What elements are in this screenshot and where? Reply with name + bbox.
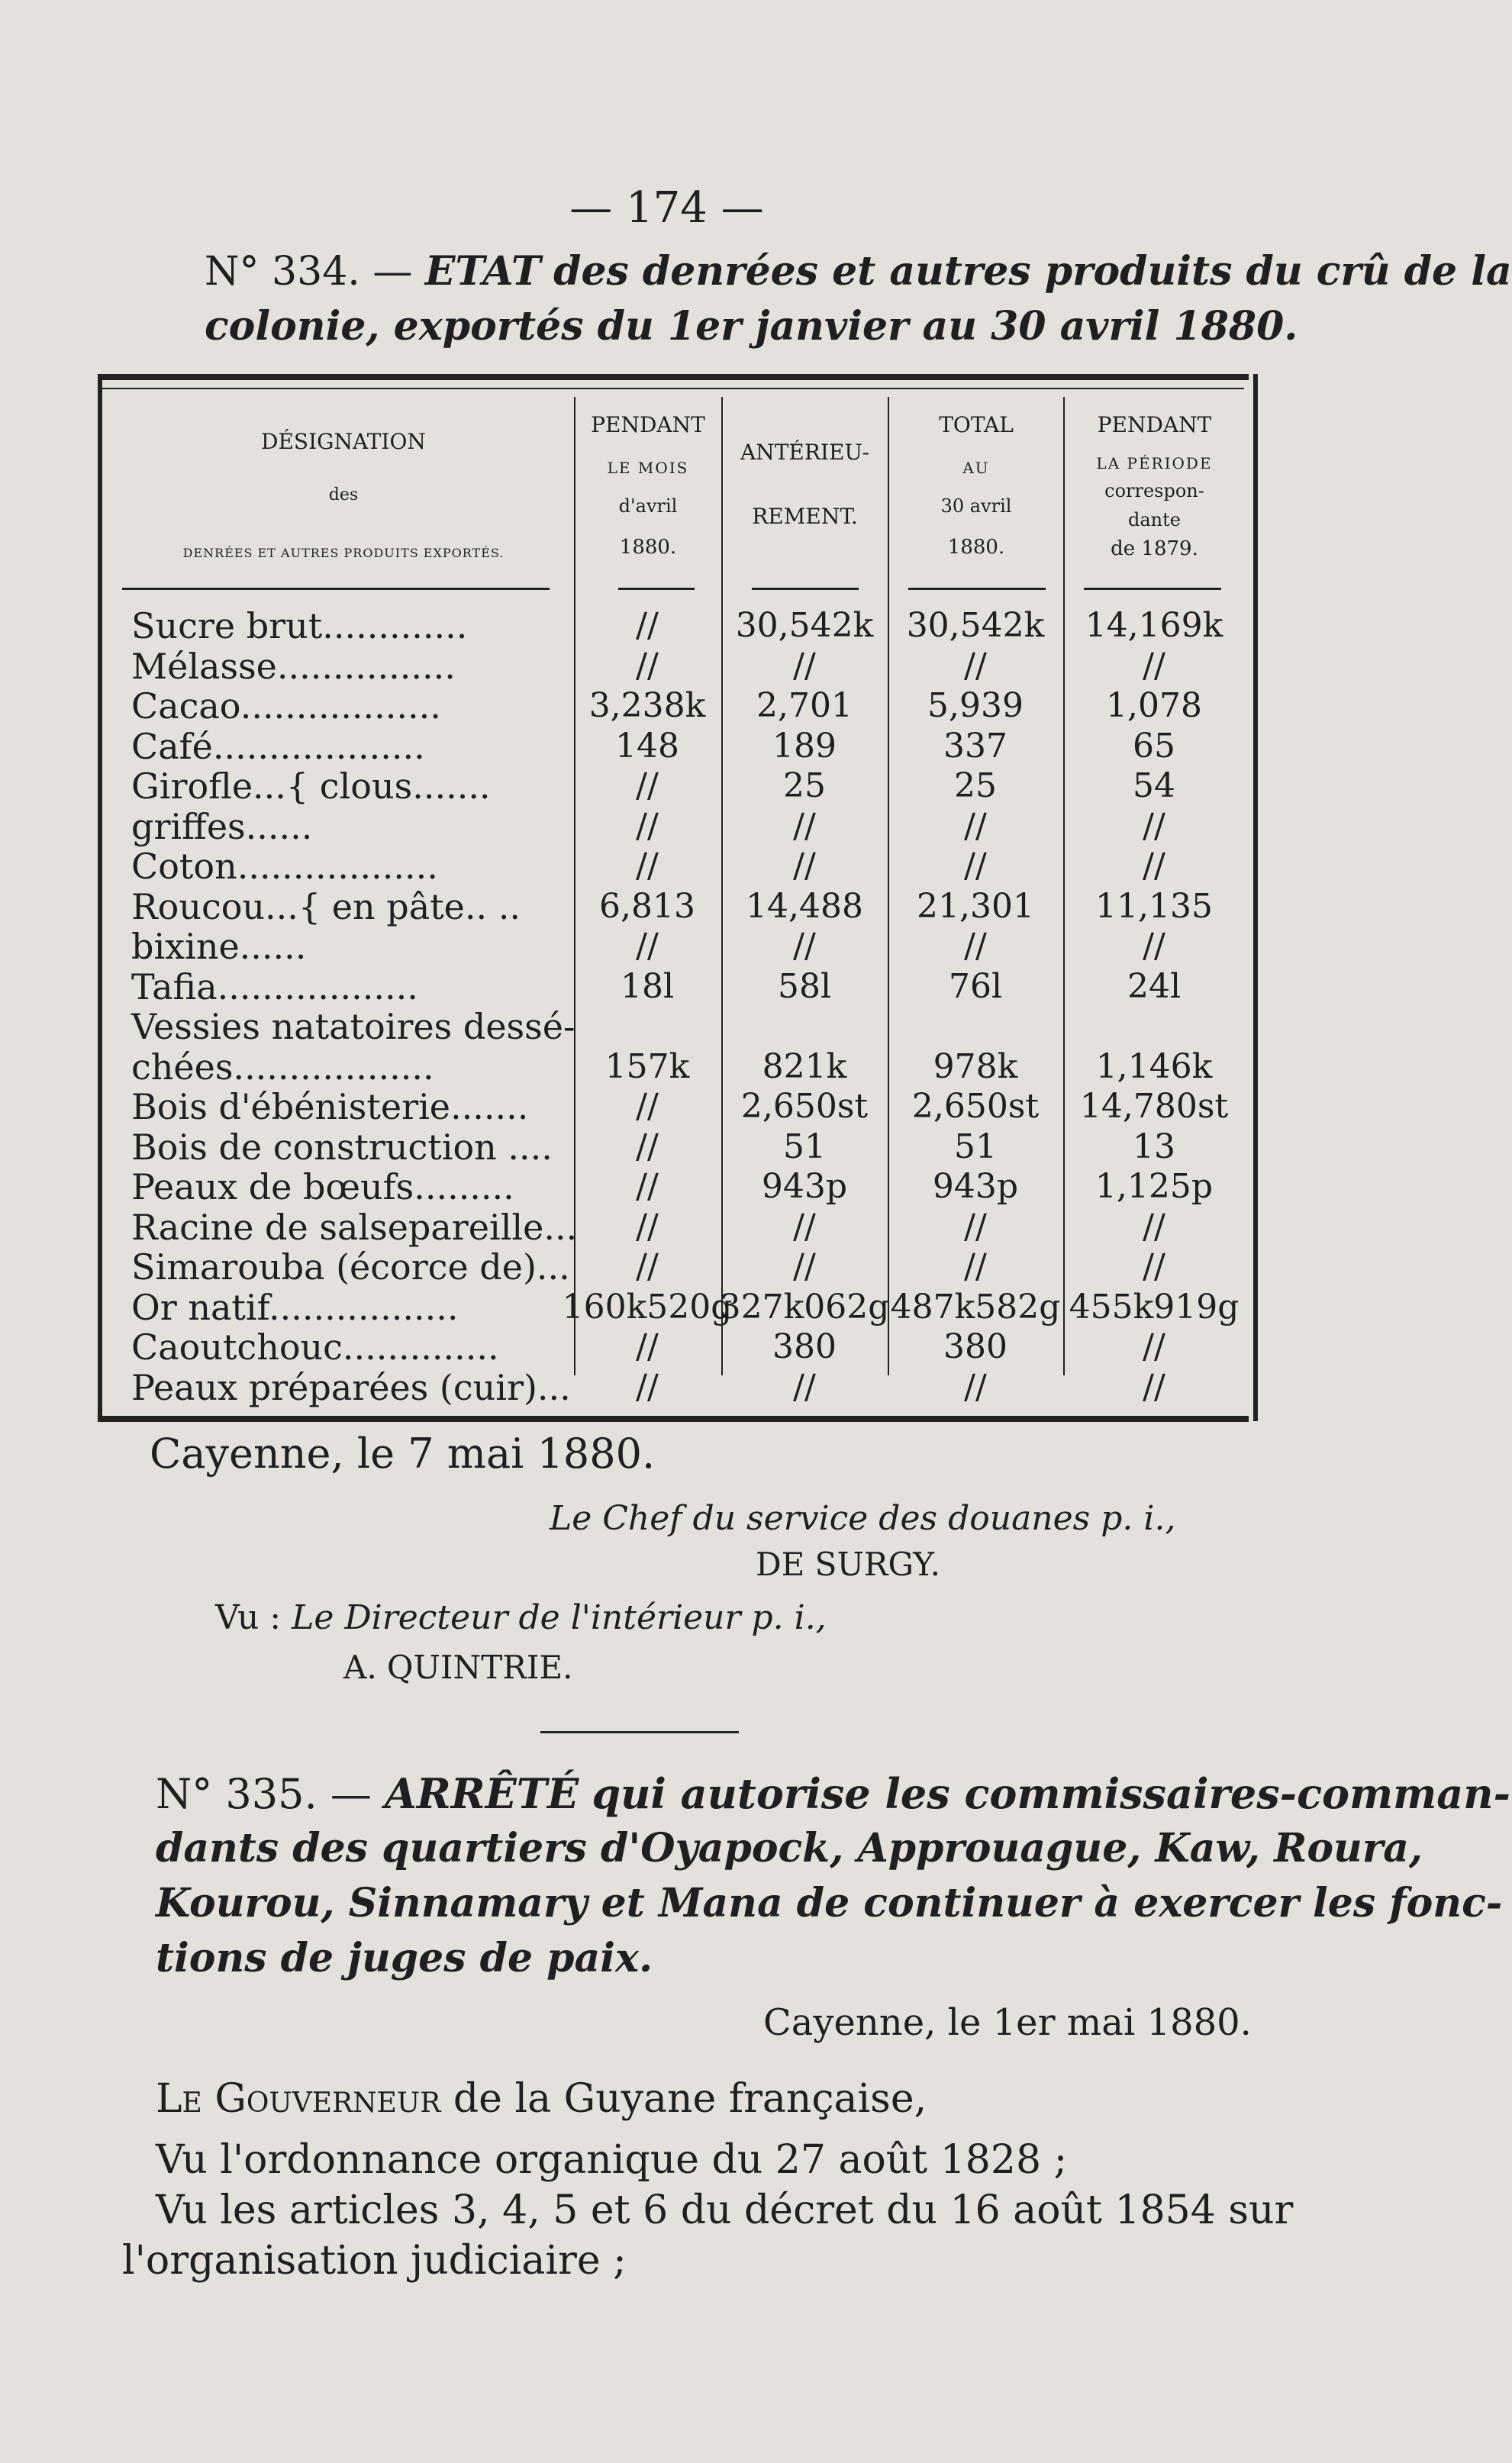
cell-value: // xyxy=(1143,646,1165,685)
cell-value: 65 xyxy=(1133,726,1175,766)
cell-value: // xyxy=(964,646,987,685)
cell-value: // xyxy=(1143,1367,1165,1407)
document-title-line2: colonie, exportés du 1er janvier au 30 avril 1880. xyxy=(205,303,1298,350)
cell-value: 160k520g xyxy=(562,1287,733,1327)
header-col4-line4: dante xyxy=(1128,509,1181,530)
row-label: Peaux de bœufs......... xyxy=(131,1166,514,1207)
row-label: Roucou...{ en pâte.. .. xyxy=(131,885,521,927)
table-top-thin-rule xyxy=(102,388,1244,389)
cell-value: // xyxy=(1143,1327,1165,1366)
cell-value: 943p xyxy=(761,1167,848,1206)
cell-value: 821k xyxy=(762,1046,847,1086)
decree-line1: N° 335. — ARRÊTÉ qui autorise les commissaires-comman- xyxy=(156,1769,1510,1818)
cell-value: 13 xyxy=(1133,1127,1175,1166)
chief-title: Le Chef du service des douanes p. i., xyxy=(550,1499,1176,1538)
row-label: Bois d'ébénisterie....... xyxy=(131,1086,529,1127)
col-divider-2 xyxy=(721,397,723,1375)
cell-value: 380 xyxy=(943,1327,1007,1366)
director-name: A. QUINTRIE. xyxy=(343,1649,573,1686)
cell-value: 337 xyxy=(943,726,1007,766)
header-designation: DÉSIGNATION xyxy=(261,429,426,454)
cell-value: 2,650st xyxy=(911,1087,1040,1126)
decree-number: N° 335. xyxy=(156,1770,318,1818)
header-col1-line3: d'avril xyxy=(618,495,678,517)
header-col4-line5: de 1879. xyxy=(1111,537,1198,560)
document-title-label: ETAT xyxy=(424,248,541,295)
header-col1-line2: LE MOIS xyxy=(607,459,689,477)
cell-value: // xyxy=(636,1127,659,1166)
governor-rest: de la Guyane française, xyxy=(453,2076,927,2122)
header-col4-line2: LA PÉRIODE xyxy=(1096,454,1213,472)
cell-value: 11,135 xyxy=(1095,886,1213,926)
header-designation-sub: DENRÉES ET AUTRES PRODUITS EXPORTÉS. xyxy=(182,546,505,560)
cell-value: // xyxy=(636,846,659,885)
row-label: Girofle...{ clous....... xyxy=(131,766,491,807)
cell-value: 148 xyxy=(615,726,679,766)
cell-value: // xyxy=(964,927,987,966)
row-label: bixine...... xyxy=(131,926,307,967)
cell-value: 1,078 xyxy=(1106,686,1202,725)
cell-value: 30,542k xyxy=(906,606,1045,645)
cell-value: // xyxy=(1143,806,1165,846)
header-col4-line1: PENDANT xyxy=(1097,412,1212,437)
cell-value: // xyxy=(964,846,987,885)
cell-value: // xyxy=(793,927,816,966)
header-col3-line2: AU xyxy=(962,459,990,477)
cell-value: 978k xyxy=(933,1046,1018,1086)
row-label: Café................... xyxy=(131,725,425,767)
decree-line2: dants des quartiers d'Oyapock, Approuague, Kaw, Roura, xyxy=(156,1825,1423,1871)
cell-value: 25 xyxy=(783,766,826,805)
cell-value: 487k582g xyxy=(890,1287,1061,1327)
decree-line1-rest: qui autorise les commissaires-comman- xyxy=(592,1769,1510,1818)
cell-value: 943p xyxy=(932,1167,1019,1206)
cell-value: // xyxy=(1143,1207,1165,1246)
cell-value: 24l xyxy=(1127,966,1182,1006)
row-label: Racine de salsepareille... xyxy=(131,1206,578,1248)
cell-value: 455k919g xyxy=(1069,1287,1240,1327)
cell-value: 157k xyxy=(604,1046,690,1086)
cell-value: // xyxy=(793,806,816,846)
chief-name: DE SURGY. xyxy=(756,1546,940,1583)
cell-value: 18l xyxy=(620,966,675,1006)
cell-value: // xyxy=(793,1207,816,1246)
cell-value: 3,238k xyxy=(588,686,706,725)
place-date: Cayenne, le 7 mai 1880. xyxy=(150,1430,656,1478)
row-label: Mélasse................ xyxy=(131,645,456,687)
header-col1-line4: 1880. xyxy=(619,536,677,559)
cell-value: // xyxy=(636,1367,659,1407)
cell-value: // xyxy=(1143,846,1165,885)
cell-value: 5,939 xyxy=(927,686,1024,725)
table-bottom-rule xyxy=(98,1416,1249,1422)
vu-label: Vu : xyxy=(215,1598,282,1637)
row-label: Bois de construction .... xyxy=(131,1126,553,1168)
header-rule-4 xyxy=(908,588,1046,590)
cell-value: // xyxy=(964,1367,987,1407)
cell-value: 1,125p xyxy=(1095,1167,1214,1206)
cell-value: 2,650st xyxy=(740,1087,869,1126)
row-label: Peaux préparées (cuir)... xyxy=(131,1366,571,1408)
header-col3-line4: 1880. xyxy=(947,536,1005,559)
page-number: — 174 — xyxy=(569,183,764,233)
header-col1-line1: PENDANT xyxy=(591,412,705,437)
row-label: Sucre brut............. xyxy=(131,605,468,646)
cell-value: 14,780st xyxy=(1079,1087,1229,1126)
cell-value: // xyxy=(1143,1247,1165,1286)
cell-value: 30,542k xyxy=(735,606,874,645)
row-label: chées.................. xyxy=(131,1046,434,1088)
cell-value: // xyxy=(636,1327,659,1366)
vu-text: Le Directeur de l'intérieur p. i., xyxy=(292,1598,827,1637)
cell-value: 14,169k xyxy=(1085,606,1223,645)
row-label: Caoutchouc.............. xyxy=(131,1327,499,1368)
document-title-rest: des denrées et autres produits du crû de la xyxy=(553,248,1512,295)
decree-title-label: ARRÊTÉ xyxy=(385,1769,579,1818)
header-col3-line3: 30 avril xyxy=(940,495,1012,517)
cell-value: // xyxy=(636,806,659,846)
cell-value: 1,146k xyxy=(1095,1046,1213,1086)
cell-value: // xyxy=(964,1207,987,1246)
cell-value: // xyxy=(636,606,659,645)
vu-block xyxy=(215,1595,827,1641)
header-rule-5 xyxy=(1084,588,1221,590)
cell-value: // xyxy=(793,1247,816,1286)
decree-line3: Kourou, Sinnamary et Mana de continuer à exercer les fonc- xyxy=(156,1880,1503,1926)
cell-value: // xyxy=(793,846,816,885)
cell-value: 51 xyxy=(783,1127,826,1166)
vu-ordonnance: Vu l'ordonnance organique du 27 août 1828 ; xyxy=(156,2137,1068,2183)
cell-value: // xyxy=(636,766,659,805)
cell-value: 14,488 xyxy=(746,886,863,926)
cell-value: // xyxy=(636,1087,659,1126)
cell-value: // xyxy=(1143,927,1165,966)
decree-line4: tions de juges de paix. xyxy=(156,1935,653,1981)
row-label: Tafia.................. xyxy=(131,966,418,1007)
cell-value: 380 xyxy=(772,1327,837,1366)
header-rule-1 xyxy=(122,588,550,590)
document-heading: N° 334. — ETAT des denrées et autres produits du crû de la xyxy=(205,248,1512,295)
cell-value: // xyxy=(636,1167,659,1206)
governor-line xyxy=(156,2076,927,2122)
table-top-rule xyxy=(98,374,1249,380)
cell-value: // xyxy=(636,646,659,685)
cell-value: // xyxy=(793,1367,816,1407)
document-number: N° 334. xyxy=(205,249,360,295)
row-label: Cacao.................. xyxy=(131,685,441,727)
cell-value: // xyxy=(964,1247,987,1286)
cell-value: // xyxy=(636,927,659,966)
cell-value: // xyxy=(964,806,987,846)
governor-label: Le Gouverneur xyxy=(156,2076,441,2122)
row-label: griffes...... xyxy=(131,805,313,847)
cell-value: 51 xyxy=(954,1127,997,1166)
cell-value: 25 xyxy=(954,766,997,805)
header-designation-des: des xyxy=(328,485,359,505)
cell-value: 327k062g xyxy=(719,1287,890,1327)
row-label: Vessies natatoires dessé- xyxy=(131,1006,575,1047)
header-rule-2 xyxy=(618,588,695,590)
cell-value: 58l xyxy=(777,966,832,1006)
vu-articles: Vu les articles 3, 4, 5 et 6 du décret du 16 août 1854 sur xyxy=(156,2187,1294,2233)
header-col4-line3: correspon- xyxy=(1104,480,1204,501)
cell-value: // xyxy=(793,646,816,685)
row-label: Simarouba (écorce de)... xyxy=(131,1246,570,1288)
cell-value: 54 xyxy=(1133,766,1175,805)
header-col2-line1: ANTÉRIEU- xyxy=(740,440,869,465)
cell-value: 6,813 xyxy=(599,886,695,926)
cell-value: 189 xyxy=(772,726,837,766)
cell-value: // xyxy=(636,1207,659,1246)
decree-date: Cayenne, le 1er mai 1880. xyxy=(763,2001,1252,2044)
header-rule-3 xyxy=(752,588,859,590)
cell-value: 76l xyxy=(948,966,1003,1006)
cell-value: 2,701 xyxy=(756,686,853,725)
header-col2-line2: REMENT. xyxy=(752,504,858,529)
header-col3-line1: TOTAL xyxy=(939,412,1014,437)
row-label: Coton.................. xyxy=(131,846,438,887)
cell-value: 21,301 xyxy=(917,886,1034,926)
row-label: Or natif................. xyxy=(131,1286,459,1328)
vu-organisation: l'organisation judiciaire ; xyxy=(122,2238,627,2284)
section-separator xyxy=(540,1731,739,1733)
cell-value: // xyxy=(636,1247,659,1286)
